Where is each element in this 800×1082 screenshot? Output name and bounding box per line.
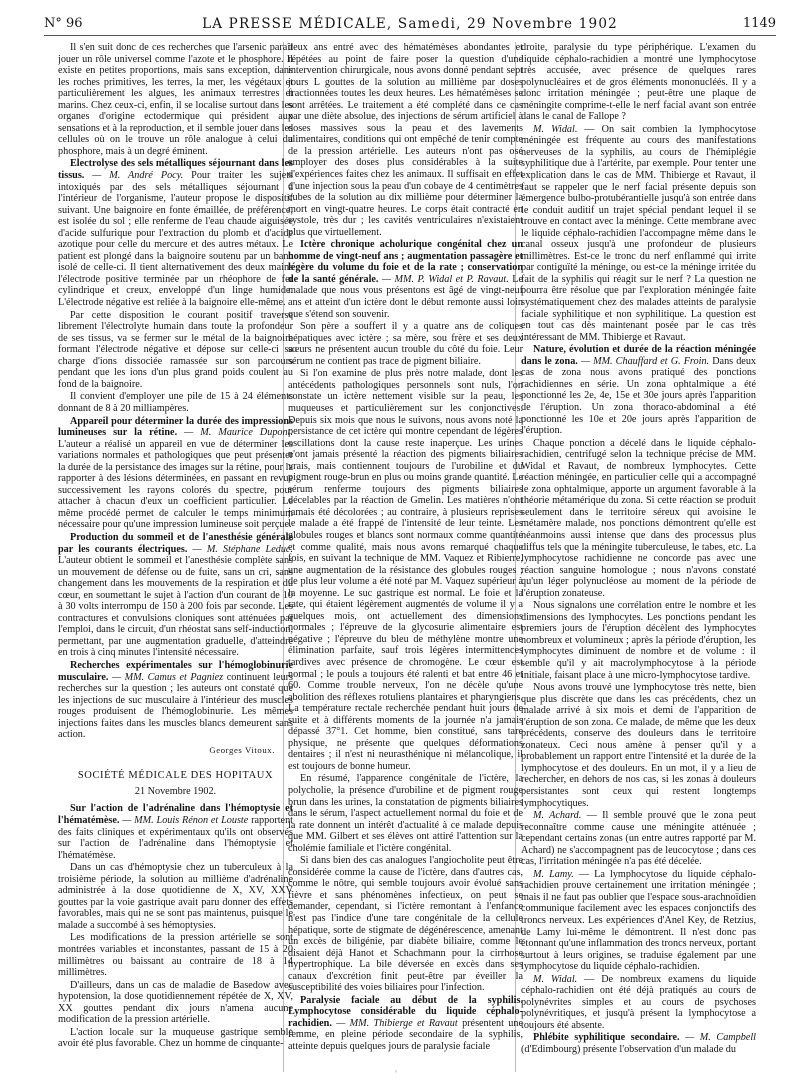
paragraph: Nous avons trouvé une lymphocytose très nette, bien que plus discrète que dans les cas précédents, chez un malade arrivé à six mois et demi de l'apparition de l'éruption de son zona. Ce malade, de même que les deux précédents, conserve des douleurs dans le territoire zonateux. Ceci nous amène à penser qu'il y a probablement un rapport entre l'intensité et la durée de la lymphocytose et des douleurs. En un mot, il y a lieu de rechercher, en dehors de nos cas, si les zonas à douleurs persistantes sont ceux qui restent longtemps lymphocytiques. <box>521 682 756 809</box>
paragraph: L'action locale sur la muqueuse gastrique semble avoir été plus favorable. Chez un homme de cinquante- <box>58 1026 293 1050</box>
section-date: 21 Novembre 1902. <box>134 785 217 797</box>
paragraph: En résumé, l'apparence congénitale de l'ictère, la polycholie, la présence d'urobiline et de pigment rouge brun dans les urines, la constatation de pigments biliaires dans le sérum, l'aspect actuellement normal du foie et de la rate donnent un intérêt d'actualité à ce malade depuis que MM. Gilbert et ses élèves ont attiré l'attention sur la cholémie familiale et l'ictère congénital. <box>288 773 523 854</box>
article-author: — MM. P. Widal et P. Ravaut. <box>381 273 509 285</box>
article-body: Le malade que nous vous présentons est âgé de vingt-neuf ans et atteint d'un ictère dont le début remonte aussi loin que s'étend son souvenir. <box>288 273 523 320</box>
article-title: Recherches expérimentales sur l'hémoglobinurie musculaire. <box>58 659 293 683</box>
article-electrolyse <box>58 158 293 308</box>
article-body: Pour traiter les sujets intoxiqués par des sels métalliques séjournant à l'intérieur de l'organisme, l'auteur propose le dispositif suivant. Une baignoire en fonte émaillée, de préférence, est isolée du sol ; elle renferme de l'eau chaude aiguisée d'acide sulfurique pour l'extraction du plomb et d'acide azotique pour celle du mercure et des autres métaux. Le patient est plongé dans la baignoire soutenu par un banc isolé de celle-ci. Il tient alternativement des deux mains l'électrode positive terminée par un rhéophore de fer cylindrique et creux, enveloppé d'un linge humide. L'électrode négative est reliée à la baignoire elle-même. <box>58 170 293 309</box>
article-title: Sur l'action de l'adrénaline dans l'hémoptysie et l'hématémèse. <box>58 803 293 826</box>
column-2 <box>288 42 523 1072</box>
paragraph: Chaque ponction a décelé dans le liquide céphalo-rachidien, centrifugé selon la technique précise de MM. Widal et Ravaut, de nombreux lymphocytes. Cette réaction méningée, en particulier celle qui a accompagné le zona ophtalmique, apporte un argument favorable à la théorie métamérique du zona. Si cette réaction se produit seulement dans le territoire séreux qui avoisine le métamère malade, nos ponctions démontrent qu'elle est néanmoins aussi intense que dans des processus plus diffus tels que la méningite tuberculeuse, le tabes, etc. La lymphocytose rachidienne ne concorde pas avec une réaction sanguine homologue ; nous n'avons constaté qu'un léger polynucléose au moment de la période de l'éruption zonateuse. <box>521 437 756 599</box>
paragraph: Si l'on examine de plus près notre malade, dont les antécédents pathologiques personnels sont nuls, l'on constate un ictère nettement visible sur la peau, les muqueuses et particulièrement sur les conjonctives. Depuis six mois que nous le suivons, nous avons noté la persistance de cet ictère qui montre cependant de légères oscillations dont la cause reste inaperçue. Les urines n'ont jamais présenté la réaction des pigments biliaires vrais, mais contiennent toujours de l'urobiline et du pigment rouge-brun en plus ou moins grande quantité. Le sérum renferme toujours des pigments biliaires décelables par la réaction de Gmelin. Les matières n'ont jamais été décolorées ; au contraire, à plusieurs reprises le malade a été frappé de l'intensité de leur teinte. Les globules rouges et blancs sont normaux comme quantité et comme qualité, mais nous avons remarqué chaque fois, en suivant la technique de MM. Vaquez et Ribierre, une augmentation de la résistance des globules rouges ; de plus leur volume a été noté par M. Vaquez supérieur à la moyenne. Le suc gastrique est normal. Le foie et la rate, qui étaient légèrement augmentés de volume il y a quelques mois, ont actuellement des dimensions normales ; l'épreuve de la glycosurie alimentaire est négative ; l'épreuve du bleu de méthylène montre une élimination parfaite, sauf trois légères intermittences tardives avec présence de chromogène. Le cœur est normal ; le pouls a toujours été ralenti et bat entre 46 et 60. Comme trouble nerveux, l'on ne décèle qu'une abolition des réflexes rotuliens plantaires et pharyngiens. La température rectale recherchée pendant huit jours de suite et à différents moments de la journée n'a jamais dépassé 37°1. Cet homme, bien constitué, sans tare physique, ne présente que quelques déformations dentaires ; il n'est ni neurasthénique ni mélancolique, il est toujours de bonne humeur. <box>288 368 523 772</box>
footer-mark: ◦ <box>394 1068 399 1076</box>
paragraph: Dans un cas d'hémoptysie chez un tuberculeux à la troisième période, la solution au millième d'adrénaline administrée à la dose quotidienne de X, XV, XXV gouttes par la voie gastrique avait paru donner des effets favorables, mais qui ne se sont pas maintenus, puisque le malade a succombé à ses hémoptysies. <box>58 862 293 931</box>
article-body: continuent leurs recherches sur la question ; les auteurs ont constaté que les injections de suc musculaire à l'intérieur des muscles rouges produisent de l'hémoglobinurie. Les mêmes injections faites dans les muscles blancs demeurent sans action. <box>58 671 293 741</box>
paragraph: Il convient d'employer une pile de 15 à 24 éléments donnant de 8 à 20 milliampères. <box>58 391 293 414</box>
speaker-text: On sait combien la lymphocytose méningée est fréquente au cours des manifestations nerveuses de la syphilis, au cours de l'hémiplégie syphilitique due à l'artérite, par exemple. Pour tenter une explication dans le cas de MM. Thibierge et Ravaut, il faut se rappeler que le nerf facial présente depuis son émergence bulbo-protubérantielle jusqu'à son entrée dans le conduit auditif un trajet spécial pendant lequel il se trouve en contact avec la méninge. Cette membrane avec le liquide céphalo-rachidien l'accompagne même dans le canal osseux jusqu'à une profondeur de plusieurs millimètres. Est-ce le tronc du nerf enflammé qui irrite par contiguïté la méninge, ou est-ce la méninge irritée du fait de la syphilis qui réagit sur le nerf ? La question ne pourra être résolue que par l'exploration méningée faite systématiquement chez des malades atteints de paralysie faciale syphilitique et non syphilitique. La question est en tout cas dès maintenant posée par le cas très intéressant de MM. Thibierge et Ravaut. <box>521 123 756 343</box>
article-author: — M. Stéphane Leduc. <box>192 543 293 555</box>
speaker-text: Il semble prouvé que le zona peut reconnaître comme cause une méningite atténuée ; cependant certains zonas (un entre autres rapporté par M. Achard) ne s'accompagnent pas de leucocytose ; dans ces cas, l'irritation méningée n'a pas été décelée. <box>521 810 756 868</box>
article-body: Dans deux cas de zona nous avons pratiqué des ponctions rachidiennes en série. Un zona ophtalmique a été ponctionné les 2e, 4e, 15e et 30e jours après l'apparition de l'éruption. Un zona thoraco-abdominal a été ponctionné les 10e et 20e jours après l'apparition de l'éruption. <box>521 355 756 437</box>
paragraph: deux ans entré avec des hématémèses abondantes et répétées au point de faire poser la question d'une intervention chirurgicale, nous avons donné pendant sept jours L gouttes de la solution au millième par doses fractionnées toutes les deux heures. Les hématémèses se sont arrêtées. Le traitement a été complété dans ce cas par une diète absolue, des injections de sérum artificiel à doses massives sous la peau et des lavements alimentaires, conditions qui ont empêché de tenir compte de la pression artérielle. Les auteurs n'ont pas osé employer des doses plus considérables à la suite d'expériences faites chez les animaux. Il suffisait en effet d'une injection sous la peau d'un cobaye de 4 centimètres cubes de la solution au dix millième pour déterminer la mort en vingt-quatre heures. Le corps était contracté en systole, très dur ; les cavités ventriculaires n'existaient plus que virtuellement. <box>288 42 523 238</box>
article-title: Ictère chronique acholurique congénital chez un homme de vingt-neuf ans ; augmentation passagère et légère du volume du foie et de la rate ; conservation de la santé générale. <box>288 239 523 285</box>
issue-number: N° 96 <box>44 16 83 31</box>
article-sommeil <box>58 532 293 659</box>
speaker: M. Achard. <box>533 810 582 822</box>
article-body: présentent une femme, en pleine période secondaire de la syphilis, atteinte depuis quelques jours de paralysie faciale <box>288 1017 523 1053</box>
discussion-lamy: M. Lamy. — La lymphocytose du liquide céphalo-rachidien prouve certainement une irritation méningée ; mais il ne faut pas oublier que l'espace sous-arachnoïdien communique facilement avec les espaces conjonctifs des troncs nerveux. Les expériences d'Anel Key, de Retzius, de Lamy lui-même le démontrent. Il n'est donc pas étonnant qu'une inflammation des troncs nerveux, portant surtout à leurs origines, se traduise également par une lymphocytose du liquide céphalo-rachidien. <box>521 868 756 973</box>
journal-title: LA PRESSE MÉDICALE, Samedi, 29 Novembre 1902 <box>202 16 618 32</box>
article-author: — M. Maurice Dupont. <box>184 427 293 439</box>
article-author: — MM. Louis Rénon et Louste <box>122 815 249 826</box>
article-title: Appareil pour déterminer la durée des impressions lumineuses sur la rétine. <box>58 415 293 439</box>
article-author: — M. André Pocy. <box>92 170 184 182</box>
article-hemoglobinurie <box>58 660 293 741</box>
article-title: Electrolyse des sels métalliques séjournant dans les tissus. <box>58 158 293 182</box>
speaker: M. Lamy. <box>533 868 574 880</box>
article-body: (d'Edimbourg) présente l'observation d'un malade du <box>521 1044 736 1056</box>
column-1 <box>58 42 293 1072</box>
article-adrenaline <box>58 803 293 861</box>
header-rule <box>44 35 776 36</box>
article-title: Paralysie faciale au début de la syphilis. Lymphocytose considérable du liquide céphalo-rachidien. <box>288 994 523 1029</box>
article-phlebite <box>521 1032 756 1055</box>
article-author: — MM. Thibierge et Ravaut <box>336 1017 458 1029</box>
discussion-achard: M. Achard. — Il semble prouvé que le zona peut reconnaître comme cause une méningite atténuée ; cependant certains zonas (un entre autres rapporté par M. Achard) ne s'accompagnent pas de leucocytose ; dans ces cas, l'irritation méningée n'a pas été décelée. <box>521 810 756 868</box>
article-body: rapportent des faits cliniques et expérimentaux qu'ils ont observés sur l'action de l'adrénaline dans l'hémoptysie et l'hématémèse. <box>58 815 293 861</box>
paragraph: Par cette disposition le courant positif traverse librement l'électrolyte humain dans toute la profondeur de ses tissus, va se fermer sur le métal de la baignoire formant l'électrode négative et dépose sur celle-ci sa charge d'ions dissociée ramassée sur son parcours pendant que les ions d'un plus grand poids coulent au fond de la baignoire. <box>58 309 293 390</box>
article-author: — M. Campbell <box>685 1032 756 1044</box>
paragraph: Les modifications de la pression artérielle se sont montrées variables et inconstantes, passant de 15 à 20 millimètres ou baissant au contraire de 18 à 14 millimètres. <box>58 932 293 979</box>
signature: Georges Vitoux. <box>209 744 275 755</box>
article-body: L'auteur a réalisé un appareil en vue de déterminer les variations normales et pathologiques que peut présenter la durée de la persistance des images sur la rétine, pour la rapporter à des lésions déterminées, en passant en revue successivement les rayons colorés du spectre, pour attacher à chacun d'eux un coefficient particulier. Le même procédé permet de calculer le temps minimum nécessaire pour qu'une impression lumineuse soit perçue. <box>58 438 293 531</box>
page-folio: 1149 <box>742 16 776 31</box>
article-body: L'auteur obtient le sommeil et l'anesthésie complète sans un mouvement de défense ou de fuite, sans un cri, sans changement dans les mouvements de la respiration et du cœur, en soumettant le sujet à l'action d'un courant de 10 à 30 volts interrompu de 150 à 200 fois par seconde. Les contractures et convulsions cloniques sont atténuées par l'emploi, dans le circuit, d'un rhéostat sans self-induction, permettant, par une augmentation graduelle, d'atteindre en trois à cinq minutes l'intensité nécessaire. <box>58 555 293 659</box>
paragraph: Nous signalons une corrélation entre le nombre et les dimensions des lymphocytes. Les ponctions pendant les premiers jours de l'éruption décèlent des lymphocytes nombreux et volumineux ; après la période d'éruption, les lymphocytes diminuent de nombre et de volume : il semble qu'il y ait macrolymphocytose à la période initiale, faisant place à une micro-lymphocytose tardive. <box>521 600 756 681</box>
speaker: M. Widal. <box>533 123 578 135</box>
paragraph: Son père a souffert il y a quatre ans de coliques hépatiques avec ictère ; sa mère, sou frère et ses deux sœurs ne présentent aucun trouble du côté du foie. Leur sérum ne contient pas trace de pigment biliaire. <box>288 321 523 367</box>
section-title: SOCIÉTÉ MÉDICALE DES HOPITAUX <box>77 770 274 782</box>
paragraph: Si dans bien des cas analogues l'angiocholite peut être considérée comme la cause de l'ictère, dans d'autres cas, comme le nôtre, qui semble toujours avoir évolué sans fièvre et sans phénomènes infectieux, on peut se demander, cependant, si l'ictère remontant à l'enfance n'est pas l'indice d'une tare congénitale de la cellule hépatique, sorte de stigmate de dégénérescence, amenant un excès de biligénie, par diabète biliaire, comme le disaient déjà Hanot et Schachmann pour la cirrhose hypertrophique. La bile déversée en excès dans ses canaux d'excrétion finit peut-être par éveiller la susceptibilité des voies biliaires pour l'infection. <box>288 855 523 994</box>
discussion-widal-2: M. Widal. — De nombreux examens du liquide céphalo-rachidien ont été déjà pratiqués au cours de polynévrites simples et au cours de psychoses polynévritiques, et jusqu'à présent la lymphocytose a toujours été absente. <box>521 973 756 1031</box>
discussion-widal: M. Widal. — On sait combien la lymphocytose méningée est fréquente au cours des manifestations nerveuses de la syphilis, au cours de l'hémiplégie syphilitique due à l'artérite, par exemple. Pour tenter une explication dans le cas de MM. Thibierge et Ravaut, il faut se rappeler que le nerf facial présente depuis son émergence bulbo-protubérantielle jusqu'à son entrée dans le conduit auditif un trajet spécial pendant lequel il se trouve en contact avec la méninge. Cette membrane avec le liquide céphalo-rachidien l'accompagne même dans le canal osseux jusqu'à une profondeur de plusieurs millimètres. Est-ce le tronc du nerf enflammé qui irrite par contiguïté la méninge, ou est-ce la méninge irritée du fait de la syphilis qui réagit sur le nerf ? La question ne pourra être résolue que par l'exploration méningée faite systématiquement chez des malades atteints de paralysie faciale syphilitique et non syphilitique. La question est en tout cas dès maintenant posée par le cas très intéressant de MM. Thibierge et Ravaut. <box>521 123 756 343</box>
article-retine <box>58 416 293 531</box>
article-author: — MM. Camus et Pagniez <box>112 671 224 683</box>
article-title: Phlébite syphilitique secondaire. <box>533 1032 680 1044</box>
article-ictere <box>288 239 523 320</box>
speaker: M. Widal. <box>533 973 578 985</box>
article-title: Nature, évolution et durée de la réaction méningée dans le zona. <box>521 344 756 367</box>
speaker-text: La lymphocytose du liquide céphalo-rachidien prouve certainement une irritation méningée ; mais il ne faut pas oublier que l'espace sous-arachnoïdien communique facilement avec les espaces conjonctifs des troncs nerveux. Les expériences d'Anel Key, de Retzius, de Lamy lui-même le démontrent. Il n'est donc pas étonnant qu'une inflammation des troncs nerveux, portant surtout à leurs origines, se traduise également par une lymphocytose du liquide céphalo-rachidien. <box>521 868 756 973</box>
paragraph: D'ailleurs, dans un cas de maladie de Basedow avec hypotension, la dose quotidiennement répétée de X, XV, XX gouttes pendant dix jours n'amena aucune modification de la pression artérielle. <box>58 979 293 1026</box>
article-title: Production du sommeil et de l'anesthésie générale par les courants électriques. <box>58 531 293 555</box>
paragraph: Il s'en suit donc de ces recherches que l'arsenic paraît jouer un rôle universel comme l'azote et le phosphore. Il existe en petites proportions, mais sans exception, dans les roches primitives, les terres, la mer, les végétaux et particulièrement les algues, les animaux terrestres et marins. Chez ceux-ci, enfin, il se localise surtout dans les organes d'origine ectodermique qui président aux sensations et à la reproduction, et il semble jouer dans les cellules où on le trouve un rôle analogue à celui du phosphore, mais à un degré éminent. <box>58 42 293 157</box>
column-3 <box>521 42 756 1072</box>
article-paralysie <box>288 995 523 1053</box>
paragraph: droite, paralysie du type périphérique. L'examen du liquide céphalo-rachidien a montré une lymphocytose très accusée, avec présence de quelques rares polynucléaires et de gros éléments mononucléés. Il y a donc irritation méningée ; peut-être une plaque de méningite comprime-t-elle le nerf facial avant son entrée dans le canal de Fallope ? <box>521 42 756 123</box>
article-author: — MM. Chauffard et G. Froin. <box>580 355 710 367</box>
speaker-text: De nombreux examens du liquide céphalo-rachidien ont été déjà pratiqués au cours de polynévrites simples et au cours de psychoses polynévritiques, et jusqu'à présent la lymphocytose a toujours été absente. <box>521 973 756 1031</box>
article-zona <box>521 344 756 436</box>
